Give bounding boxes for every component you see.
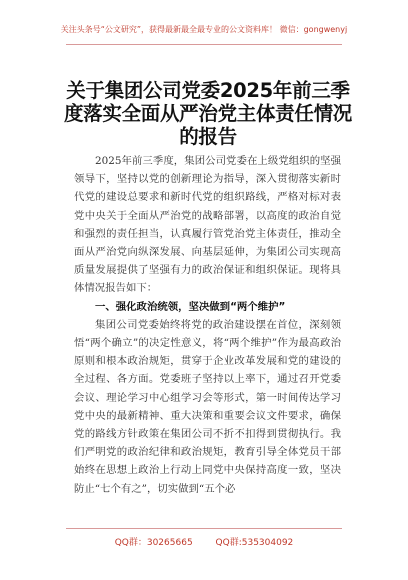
document-body bbox=[74, 152, 341, 498]
footer-qq-group-1: QQ群：30265665 bbox=[114, 538, 193, 548]
footer-divider bbox=[66, 528, 342, 529]
section-heading: 一、强化政治统领，坚决做到“两个维护” bbox=[95, 300, 286, 313]
header-note: 关注头条号“公文研究”，获得最新最全最专业的公文资料库！ 微信：gongwenyj bbox=[60, 25, 348, 34]
footer-qq-group-2: QQ群:535304092 bbox=[215, 538, 294, 548]
header-divider bbox=[66, 44, 342, 45]
intro-paragraph: 2025年前三季度，集团公司党委在上级党组织的坚强领导下，坚持以党的创新理论为指导，深入贯彻落实新时代党的建设总要求和新时代党的组织路线，严格对标对表党中央关于全面从严治党的战略部署，以高度的政治自觉和强烈的责任担当，认真履行管党治党主体责任，推动全面从严治党向纵深发展、向基层延伸，为集团公司实现高质量发展提供了坚强有力的政治保证和组织保证。现将具体情况报告如下： bbox=[74, 155, 341, 295]
section-paragraph: 集团公司党委始终将党的政治建设摆在首位，深刻领悟“两个确立”的决定性意义，将“两个维护”作为最高政治原则和根本政治规矩，贯穿于企业改革发展和党的建设的全过程、各方面。党委班子坚持以上率下，通过召开党委会议、理论学习中心组学习会等形式，第一时间传达学习党中央的最新精神、重大决策和重要会议文件要求，确保党的路线方针政策在集团公司不折不扣得到贯彻执行。我们严明党的政治纪律和政治规矩，教育引导全体党员干部始终在思想上政治上行动上同党中央保持高度一致，坚决防止“七个有之”，切实做到“五个必 bbox=[74, 318, 341, 495]
footer bbox=[0, 535, 408, 548]
document-title: 关于集团公司党委2025年前三季度落实全面从严治党主体责任情况的报告 bbox=[63, 79, 352, 148]
